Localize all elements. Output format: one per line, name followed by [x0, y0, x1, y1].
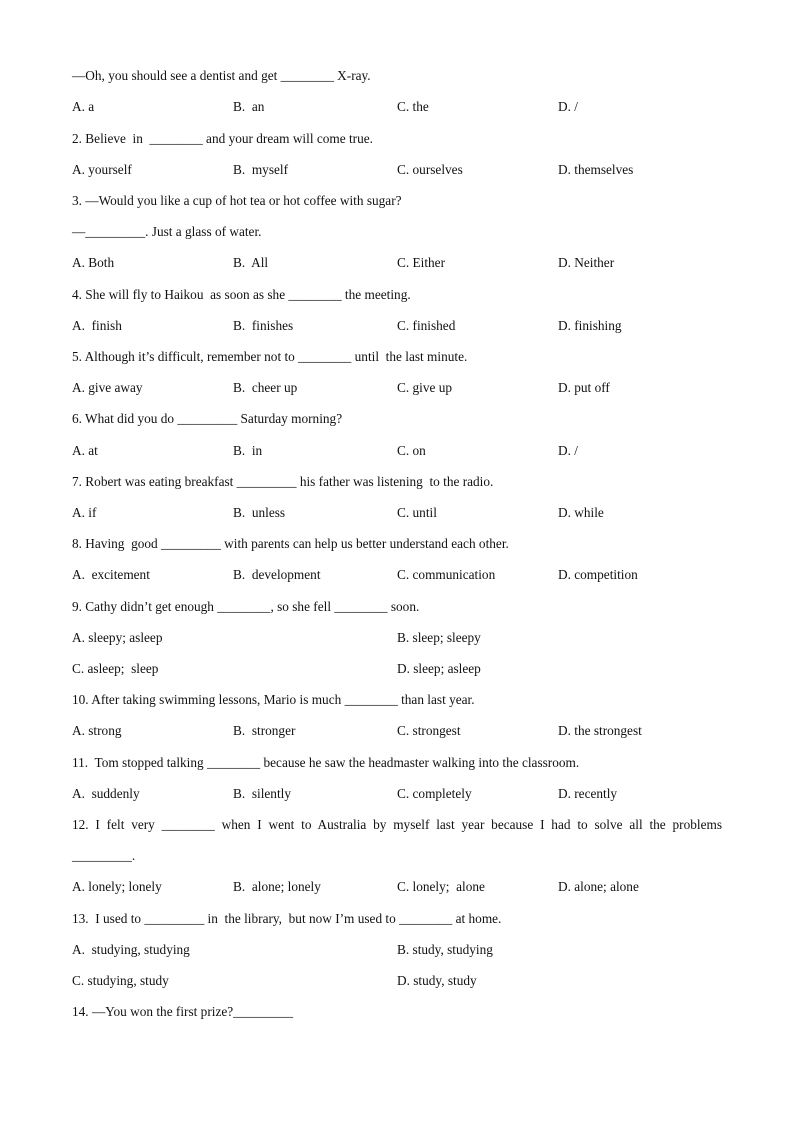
question-5-option-b[interactable]: B. cheer up — [233, 380, 298, 395]
question-9-option-b[interactable]: B. sleep; sleepy — [397, 630, 481, 645]
question-3-stem: 3. —Would you like a cup of hot tea or hot coffee with sugar? — [72, 193, 402, 208]
question-12-option-d[interactable]: D. alone; alone — [558, 879, 639, 894]
question-1-option-b[interactable]: B. an — [233, 99, 265, 114]
question-12-stem-continued: _________. — [72, 848, 136, 863]
question-8-stem: 8. Having good _________ with parents can help us better understand each other. — [72, 536, 509, 551]
question-6-option-c[interactable]: C. on — [397, 443, 426, 458]
question-9-option-d[interactable]: D. sleep; asleep — [397, 661, 481, 676]
question-9-option-c[interactable]: C. asleep; sleep — [72, 661, 159, 676]
question-5-option-d[interactable]: D. put off — [558, 380, 610, 395]
question-3-option-c[interactable]: C. Either — [397, 255, 446, 270]
question-3-option-a[interactable]: A. Both — [72, 255, 115, 270]
question-8-option-c[interactable]: C. communication — [397, 567, 496, 582]
question-2-option-a[interactable]: A. yourself — [72, 162, 132, 177]
question-12-stem: 12. I felt very ________ when I went to Australia by myself last year because I had to solve all the problems — [72, 817, 722, 832]
question-5-stem: 5. Although it’s difficult, remember not to ________ until the last minute. — [72, 349, 468, 364]
question-7-option-d[interactable]: D. while — [558, 505, 604, 520]
question-3-option-d[interactable]: D. Neither — [558, 255, 615, 270]
question-4-option-b[interactable]: B. finishes — [233, 318, 294, 333]
question-9-stem: 9. Cathy didn’t get enough ________, so she fell ________ soon. — [72, 599, 420, 614]
question-4-option-c[interactable]: C. finished — [397, 318, 456, 333]
question-11-stem: 11. Tom stopped talking ________ because he saw the headmaster walking into the classroom. — [72, 755, 580, 770]
question-10-option-a[interactable]: A. strong — [72, 723, 122, 738]
question-3-stem-response: —_________. Just a glass of water. — [72, 224, 262, 239]
question-1-option-d[interactable]: D. / — [558, 99, 578, 114]
question-11-option-c[interactable]: C. completely — [397, 786, 472, 801]
question-13-stem: 13. I used to _________ in the library, but now I’m used to ________ at home. — [72, 911, 502, 926]
question-13-option-c[interactable]: C. studying, study — [72, 973, 169, 988]
question-10-option-c[interactable]: C. strongest — [397, 723, 461, 738]
question-12-option-a[interactable]: A. lonely; lonely — [72, 879, 162, 894]
question-1-option-c[interactable]: C. the — [397, 99, 429, 114]
question-14-stem: 14. —You won the first prize?_________ — [72, 1004, 293, 1019]
question-10-option-d[interactable]: D. the strongest — [558, 723, 642, 738]
question-6-option-b[interactable]: B. in — [233, 443, 263, 458]
question-11-option-d[interactable]: D. recently — [558, 786, 618, 801]
question-13-option-a[interactable]: A. studying, studying — [72, 942, 190, 957]
question-2-option-d[interactable]: D. themselves — [558, 162, 634, 177]
question-1-option-a[interactable]: A. a — [72, 99, 95, 114]
question-4-stem: 4. She will fly to Haikou as soon as she ________ the meeting. — [72, 287, 411, 302]
question-11-option-a[interactable]: A. suddenly — [72, 786, 140, 801]
question-2-option-b[interactable]: B. myself — [233, 162, 289, 177]
question-6-option-d[interactable]: D. / — [558, 443, 578, 458]
question-7-stem: 7. Robert was eating breakfast _________ his father was listening to the radio. — [72, 474, 494, 489]
question-8-option-a[interactable]: A. excitement — [72, 567, 150, 582]
question-8-option-b[interactable]: B. development — [233, 567, 321, 582]
question-1-stem: —Oh, you should see a dentist and get ________ X-ray. — [72, 68, 371, 83]
question-6-option-a[interactable]: A. at — [72, 443, 98, 458]
question-5-option-c[interactable]: C. give up — [397, 380, 453, 395]
question-3-option-b[interactable]: B. All — [233, 255, 269, 270]
question-9-option-a[interactable]: A. sleepy; asleep — [72, 630, 163, 645]
question-4-option-d[interactable]: D. finishing — [558, 318, 622, 333]
question-10-stem: 10. After taking swimming lessons, Mario is much ________ than last year. — [72, 692, 475, 707]
question-12-option-b[interactable]: B. alone; lonely — [233, 879, 321, 894]
question-8-option-d[interactable]: D. competition — [558, 567, 638, 582]
question-4-option-a[interactable]: A. finish — [72, 318, 122, 333]
question-7-option-c[interactable]: C. until — [397, 505, 437, 520]
question-6-stem: 6. What did you do _________ Saturday morning? — [72, 411, 343, 426]
question-13-option-b[interactable]: B. study, studying — [397, 942, 493, 957]
question-7-option-b[interactable]: B. unless — [233, 505, 286, 520]
question-10-option-b[interactable]: B. stronger — [233, 723, 296, 738]
question-2-option-c[interactable]: C. ourselves — [397, 162, 463, 177]
question-11-option-b[interactable]: B. silently — [233, 786, 291, 801]
question-12-option-c[interactable]: C. lonely; alone — [397, 879, 485, 894]
question-7-option-a[interactable]: A. if — [72, 505, 97, 520]
question-2-stem: 2. Believe in ________ and your dream will come true. — [72, 131, 373, 146]
question-5-option-a[interactable]: A. give away — [72, 380, 143, 395]
question-13-option-d[interactable]: D. study, study — [397, 973, 477, 988]
